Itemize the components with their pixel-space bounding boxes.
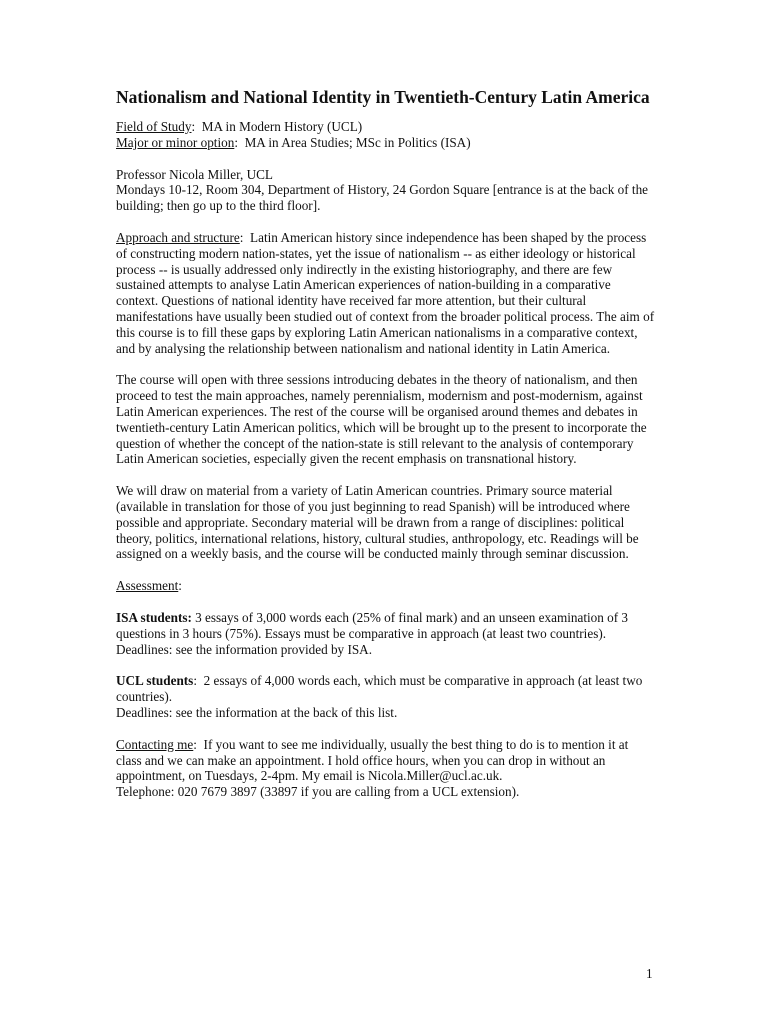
- course-info: Field of Study: MA in Modern History (UCL) Major or minor option: MA in Area Studies; MSc in Politics (ISA): [116, 119, 471, 150]
- isa-text: 3 essays of 3,000 words each (25% of final mark) and an unseen examination of 3 questions in 3 hours (75%). Essays must be comparative in approach (at least two countries).: [116, 609, 629, 641]
- isa-deadlines: Deadlines: see the information provided by ISA.: [116, 641, 372, 657]
- contact-telephone: Telephone: 020 7679 3897 (33897 if you are calling from a UCL extension).: [116, 784, 520, 800]
- contact-text: If you want to see me individually, usually the best thing to do is to mention it at class and we can make an appointment. I hold office hours, when you can drop in without an appointment, on Tuesdays, 2-4pm. My email is Nicola.Miller@ucl.ac.uk.: [116, 736, 629, 784]
- ucl-label: UCL students: [116, 673, 194, 689]
- contact-label: Contacting me: [116, 736, 194, 752]
- contact-paragraph: Contacting me: If you want to see me individually, usually the best thing to do is to mention it at class and we can make an appointment. I hold office hours, when you can drop in without an appointment, on Tuesdays, 2-4pm. My email is Nicola.Miller@ucl.ac.uk. Telephone: 020 7679 3897 (33897 if you are calling from a UCL extension).: [116, 736, 629, 800]
- major-minor-value: MA in Area Studies; MSc in Politics (ISA): [244, 134, 471, 150]
- course-paragraph: The course will open with three sessions introducing debates in the theory of nationalism, and then proceed to test the main approaches, namely perennialism, modernism and post-modernism, against Latin American experiences. The rest of the course will be organised around themes and debates in twentieth-century Latin American politics, which will be brought up to the present to incorporate the question of whether the concept of the nation-state is still relevant to the analysis of contemporary Latin American societies, especially given the recent emphasis on transnational history.: [116, 372, 647, 467]
- approach-label: Approach and structure: [116, 229, 240, 245]
- schedule-text: Mondays 10-12, Room 304, Department of History, 24 Gordon Square [entrance is at the back of the building; then go up to the third floor].: [116, 182, 649, 214]
- field-of-study-value: MA in Modern History (UCL): [201, 119, 363, 134]
- professor-name: Professor Nicola Miller, UCL: [116, 166, 273, 182]
- page-content: [116, 87, 656, 816]
- ucl-paragraph: UCL students: 2 essays of 4,000 words each, which must be comparative in approach (at least two countries). Deadlines: see the information at the back of this list.: [116, 673, 643, 720]
- approach-paragraph: Approach and structure: Latin American history since independence has been shaped by the process of constructing modern nation-states, yet the issue of nationalism -- as either ideology or historical process -- is usually addressed only indirectly in the existing historiography, and there are few sustained attempts to analyse Latin American experiences of nation-building in a comparative context. Questions of national identity have received far more attention, but their cultural manifestations have usually been studied out of context from the broader political process. The aim of this course is to fill these gaps by exploring Latin American nationalisms in a comparative context, and by analysing the relationship between nationalism and national identity in Latin America.: [116, 229, 655, 356]
- ucl-deadlines: Deadlines: see the information at the back of this list.: [116, 704, 398, 720]
- material-paragraph: We will draw on material from a variety of Latin American countries. Primary source material (available in translation for those of you just beginning to read Spanish) will be introduced where possible and appropriate. Secondary material will be drawn from a range of disciplines: political theory, politics, international relations, history, cultural studies, anthropology, etc. Readings will be assigned on a weekly basis, and the course will be conducted mainly through seminar discussion.: [116, 483, 639, 562]
- isa-label: ISA students:: [116, 609, 192, 625]
- professor-info: [116, 167, 656, 214]
- approach-text: Latin American history since independence has been shaped by the process of constructing modern nation-states, yet the issue of nationalism -- as either ideology or historical process -- is usually addressed only indirectly in the existing historiography, and there are few sustained attempts to analyse Latin American experiences of nation-building in a comparative context. Questions of national identity have received far more attention, but their cultural manifestations have usually been studied out of context from the broader political process. The aim of this course is to fill these gaps by exploring Latin American nationalisms in a comparative context, and by analysing the relationship between nationalism and national identity in Latin America.: [116, 229, 655, 356]
- page-number: 1: [646, 966, 653, 981]
- ucl-text: 2 essays of 4,000 words each, which must be comparative in approach (at least two countries).: [116, 673, 643, 705]
- assessment-heading: Assessment:: [116, 578, 182, 594]
- isa-paragraph: [116, 610, 656, 657]
- field-of-study-label: Field of Study: [116, 119, 192, 134]
- document-title: Nationalism and National Identity in Twentieth-Century Latin America: [116, 87, 650, 107]
- major-minor-label: Major or minor option: [116, 134, 235, 150]
- assessment-label: Assessment: [116, 578, 179, 594]
